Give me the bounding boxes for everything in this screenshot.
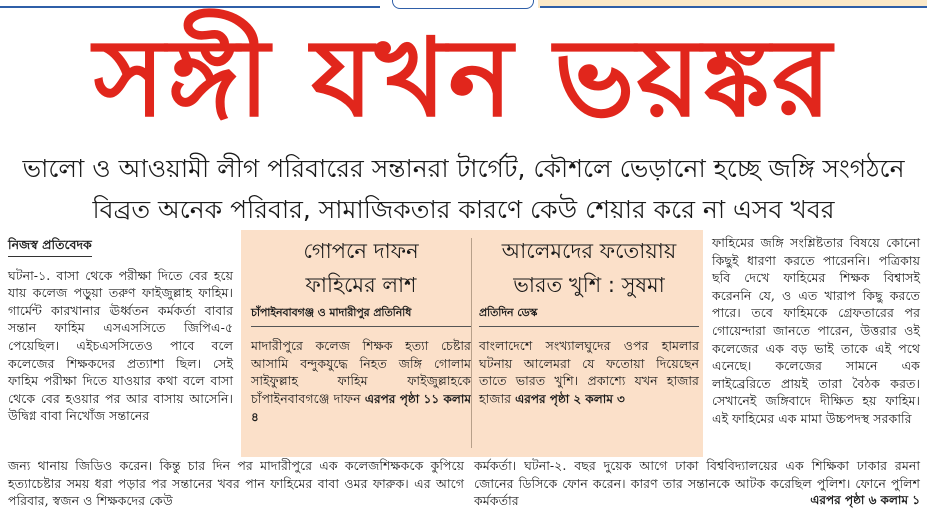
side-story-1-title-line-1: গোপনে দাফন xyxy=(303,239,419,263)
main-story-right-column xyxy=(712,234,920,428)
main-story-paragraph-1: ঘটনা-১. বাসা থেকে পরীক্ষা দিতে বের হয়ে যায় কলেজ পড়ুয়া তরুণ ফাইজুল্লাহ ফাহিম। গার্মেন্ট কারখানার ঊর্ধ্বতন কর্মকর্তা বাবার সন্তান ফাহিম এসএসসিতে জিপিএ-৫ পেয়েছিল। এইচএসসিতেও পাবে বলে কলেজের শিক্ষকদের প্রত্যাশা ছিল। সেই ফাহিম পরীক্ষা দিতে যাওয়ার কথা বলে বাসা থেকে বের হওয়ার পর আর বাসায় আসেনি। উদ্বিগ্ন বাবা নিখোঁজ সন্তানের xyxy=(8,267,233,424)
side-stories-divider xyxy=(471,238,472,448)
side-story-fahim-burial[interactable] xyxy=(251,234,471,427)
main-story-jump[interactable]: এরপর পৃষ্ঠা ৬ কলাম ১ xyxy=(810,493,920,507)
side-story-2-source: প্রতিদিন ডেস্ক xyxy=(479,304,699,327)
side-story-2-body xyxy=(479,337,699,408)
side-story-2-text: বাংলাদেশে সংখ্যালঘুদের ওপর হামলার ঘটনায় আলেমরা যে ফতোয়া দিয়েছেন তাতে ভারত খুশি। প্রকাশ্যে যখন হাজার হাজার xyxy=(479,338,699,406)
main-headline: সঙ্গী যখন ভয়ঙ্কর xyxy=(93,16,834,141)
side-story-1-text: মাদারীপুরে কলেজ শিক্ষক হত্যা চেষ্টার আসামি বন্দুকযুদ্ধে নিহত জঙ্গি গোলাম সাইফুল্লাহ ফাহিম ফাইজুল্লাহকে চাঁপাইনবাবগঞ্জে দাফন xyxy=(251,338,471,406)
main-story-bottom-left xyxy=(8,457,464,510)
main-story-bottom-right-text: কর্মকর্তা। ঘটনা-২. বছর দুয়েক আগে ঢাকা বিশ্ববিদ্যালয়ের এক শিক্ষিকা ঢাকার রমনা জোনের ডিসিকে ফোন করেন। কারণ তার সন্তানকে আটক করেছিল পুলিশ। ফোনে পুলিশ কর্মকর্তার xyxy=(474,458,920,509)
side-story-1-body xyxy=(251,337,471,427)
main-story-left-column xyxy=(8,236,233,425)
subheadline-line-1: ভালো ও আওয়ামী লীগ পরিবারের সন্তানরা টার্গেট, কৌশলে ভেড়ানো হচ্ছে জঙ্গি সংগঠনে xyxy=(22,154,905,183)
subheadline-line-2: বিব্রত অনেক পরিবার, সামাজিকতার কারণে কেউ শেয়ার করে না এসব খবর xyxy=(92,195,835,224)
main-story-bottom-left-text: জন্য থানায় জিডিও করেন। কিন্তু চার দিন পর মাদারীপুরে এক কলেজশিক্ষককে কুপিয়ে হত্যাচেষ্টার সময় ধরা পড়ার পর সন্তানের খবর পান ফাহিমের বাবা ওমর ফারুক। এর আগে পরিবার, স্বজন ও শিক্ষকদের কেউ xyxy=(8,458,464,509)
side-story-sushma[interactable] xyxy=(479,234,699,408)
main-story-right-text: ফাহিমের জঙ্গি সংশ্লিষ্টতার বিষয়ে কোনো কিছুই ধারণা করতে পারেননি। পত্রিকায় ছবি দেখে ফাহিমের শিক্ষক বিশ্বাসই করেননি যে, ও এত খারাপ কিছু করতে পারে। তবে ফাহিমকে গ্রেফতারের পর গোয়েন্দারা জানতে পারেন, উত্তরার ওই কলেজের এক বড় ভাই তাকে এই পথে এনেছে। কলেজের সামনে এক লাইব্রেরিতে প্রায়ই তারা বৈঠক করত। সেখানেই জঙ্গিবাদে দীক্ষিত হয় ফাহিম। এই ফাহিমের এক মামা উচ্চপদস্থ সরকারি xyxy=(712,235,920,426)
side-story-2-jump[interactable]: এরপর পৃষ্ঠা ২ কলাম ৩ xyxy=(515,391,625,406)
byline: নিজস্ব প্রতিবেদক xyxy=(8,236,92,257)
side-story-1-title-line-2: ফাহিমের লাশ xyxy=(305,273,417,297)
side-story-1-source: চাঁপাইনবাবগঞ্জ ও মাদারীপুর প্রতিনিধি xyxy=(251,304,471,327)
side-stories-box xyxy=(241,230,703,457)
side-story-2-title-line-2: ভারত খুশি : সুষমা xyxy=(513,273,665,297)
side-story-1-jump[interactable]: এরপর পৃষ্ঠা ১১ কলাম ৪ xyxy=(251,391,471,425)
side-story-2-title-line-1: আলেমদের ফতোয়ায় xyxy=(501,239,677,263)
